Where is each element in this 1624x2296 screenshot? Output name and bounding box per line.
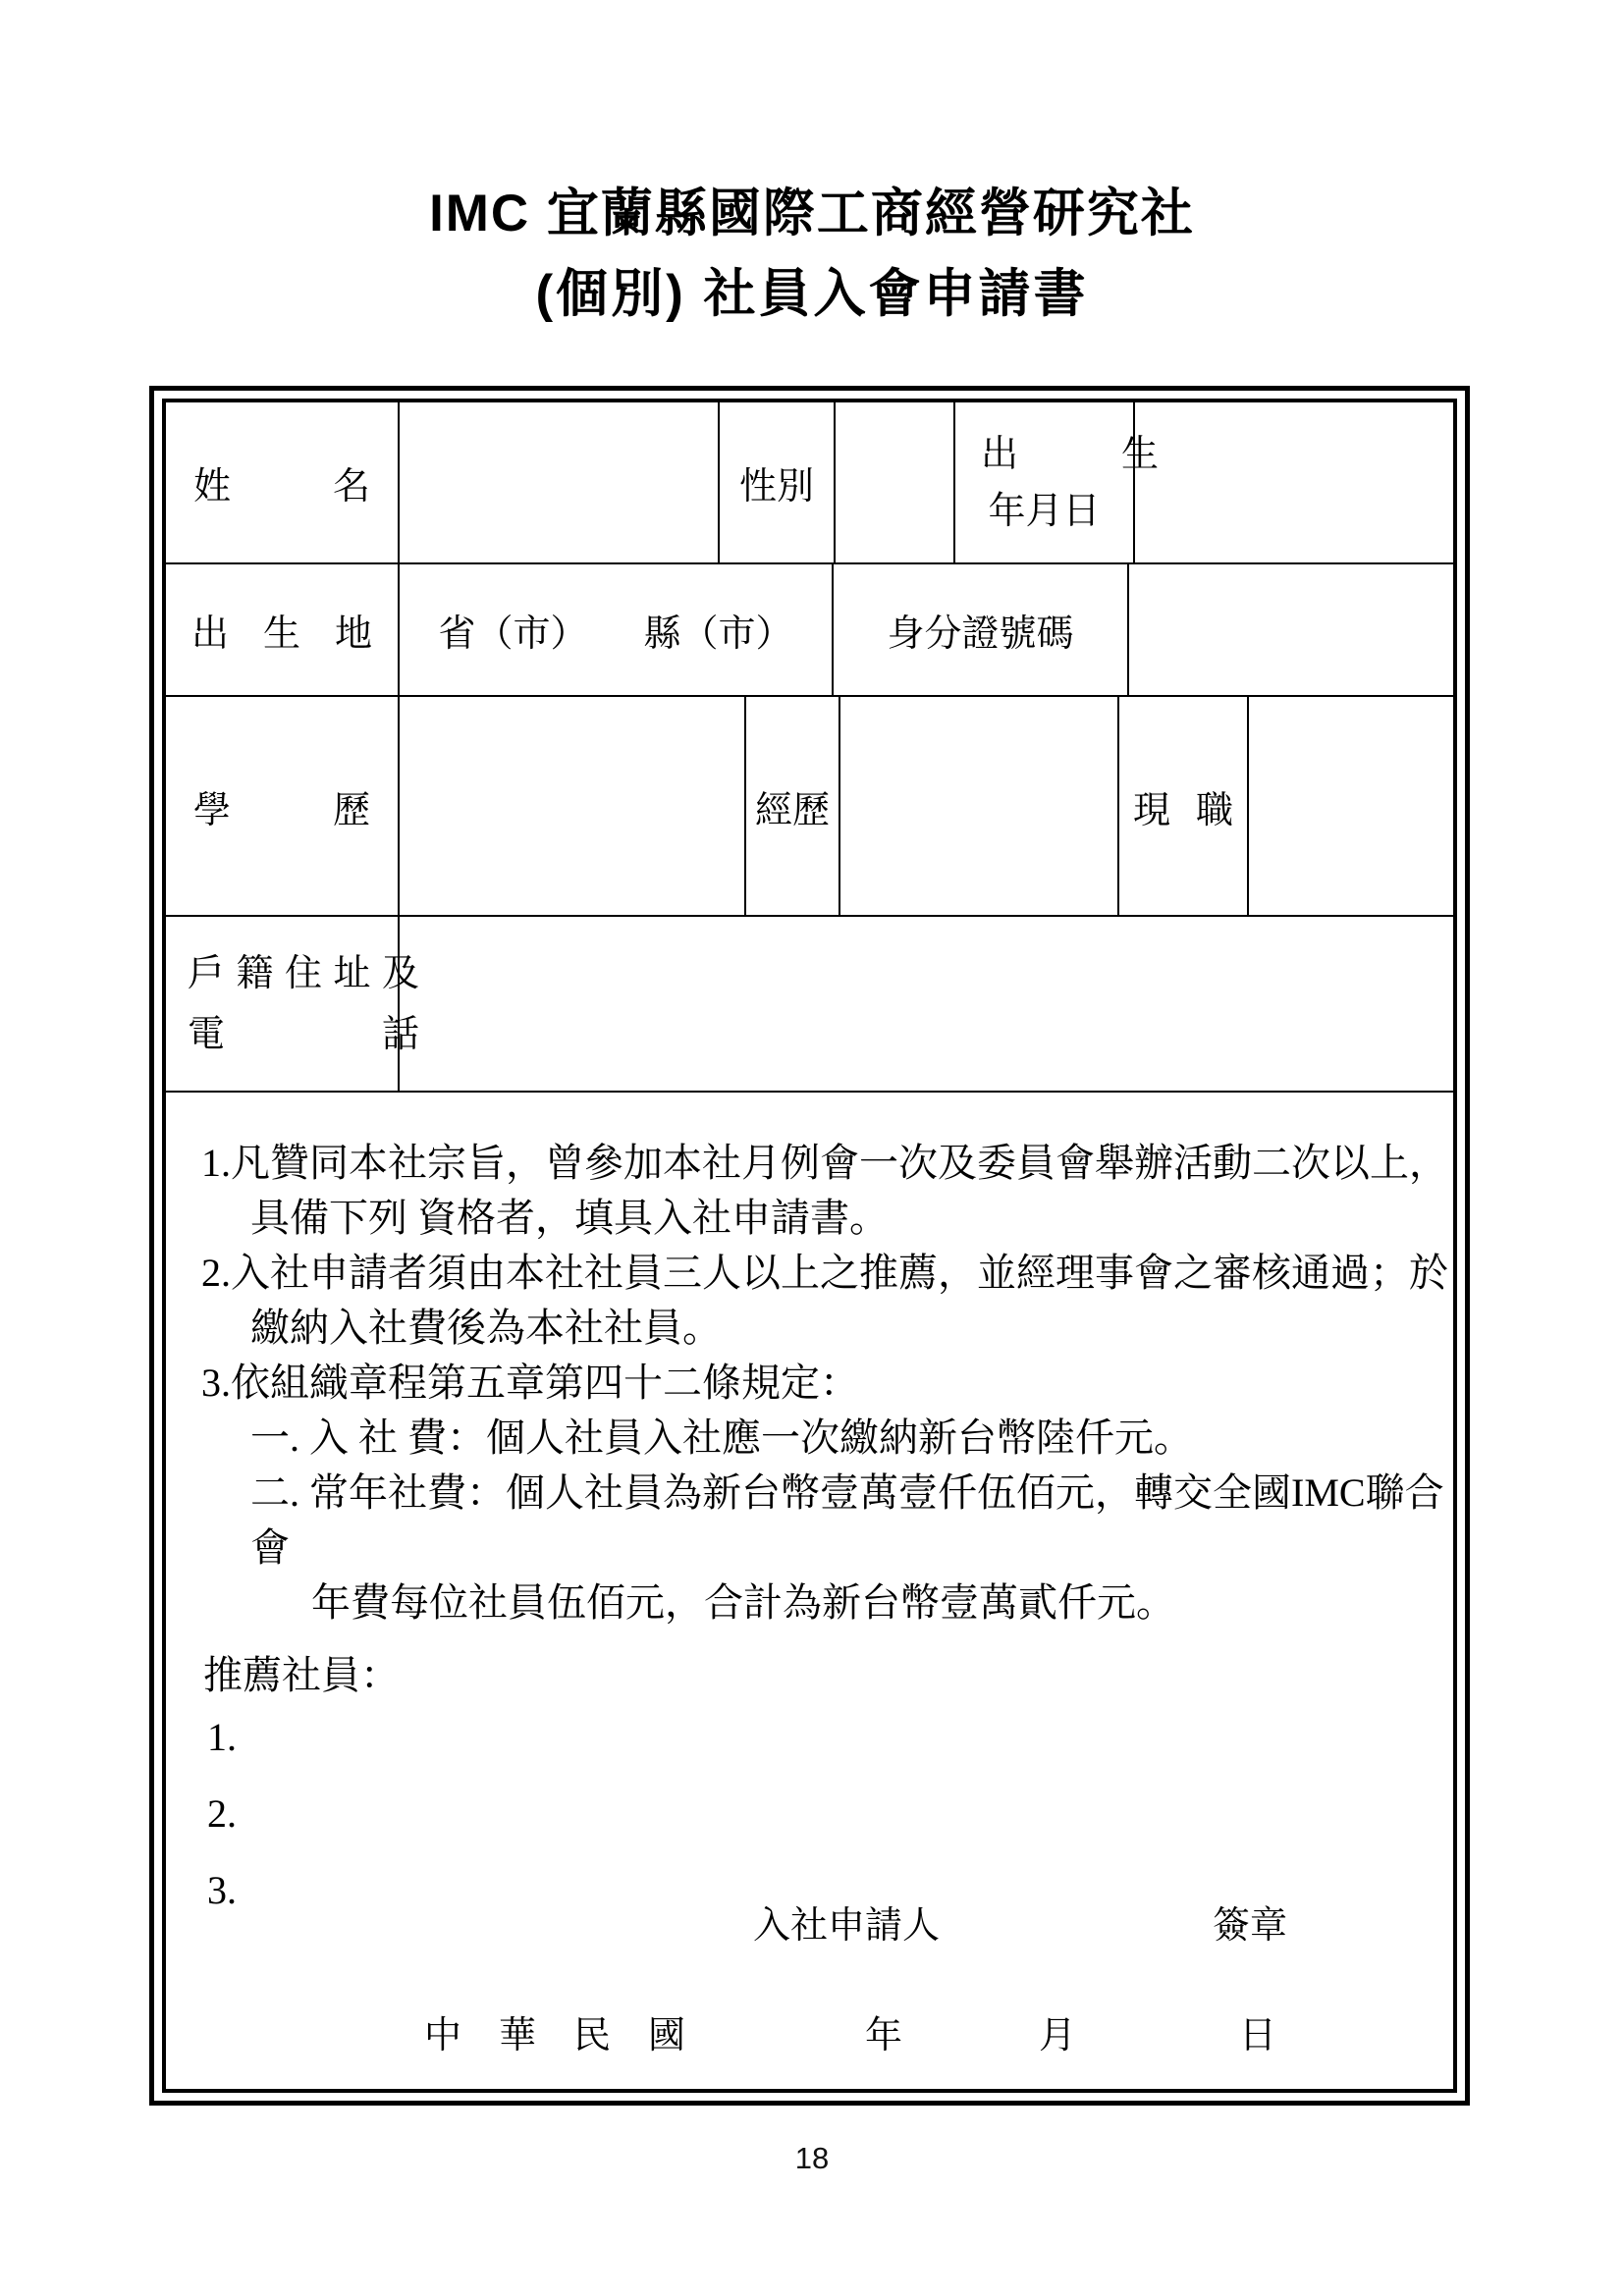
signature-line <box>166 1902 1453 1949</box>
era-label: 中 華 民 國 <box>424 2015 686 2056</box>
date-line <box>166 2012 1453 2059</box>
gender-label: 性別 <box>738 466 814 507</box>
page-title: IMC 宜蘭縣國際工商經營研究社 <box>429 185 1195 242</box>
application-form-table <box>162 399 1457 2093</box>
applicant-label: 入社申請人 <box>753 1905 941 1947</box>
rule-line: 二. 常年社費：個人社員為新台幣壹萬壹仟伍佰元，轉交全國IMC聯合會 <box>250 1470 1444 1570</box>
month-label: 月 <box>1039 2015 1077 2056</box>
rule-line: 繳納入社費後為本社社員。 <box>250 1306 722 1350</box>
address-label-line2: 電話 <box>188 1013 419 1055</box>
birthplace-label: 出生地 <box>191 614 372 655</box>
id-number-label-cell <box>834 564 1129 695</box>
birthplace-field[interactable] <box>400 564 834 695</box>
seal-label: 簽章 <box>1213 1905 1288 1947</box>
birthplace-label-cell <box>166 564 400 695</box>
education-label-cell <box>166 697 400 915</box>
birthdate-label-cell <box>955 402 1159 562</box>
address-label-line1: 戶籍住址及 <box>188 952 419 994</box>
birthdate-field[interactable] <box>1135 402 1453 562</box>
table-row-address <box>166 917 1453 1093</box>
day-label: 日 <box>1239 2015 1277 2056</box>
page-number: 18 <box>794 2141 830 2175</box>
gender-field[interactable] <box>836 402 955 562</box>
current-job-field[interactable] <box>1249 697 1453 915</box>
birthdate-label-line1: 出生 <box>981 433 1159 475</box>
rule-line: 年費每位社員伍佰元，合計為新台幣壹萬貳仟元。 <box>311 1580 1175 1625</box>
name-field[interactable] <box>400 402 720 562</box>
table-row-birthplace <box>166 564 1453 697</box>
name-label-cell <box>166 402 400 562</box>
gender-label-cell <box>720 402 836 562</box>
table-row-name <box>166 402 1453 564</box>
province-county-label: 省（市） 縣（市） <box>438 614 793 655</box>
recommender-line-3[interactable]: 3. <box>207 1868 237 1912</box>
page-subtitle: (個別) 社員入會申請書 <box>535 265 1089 323</box>
address-field[interactable] <box>400 917 1453 1091</box>
experience-field[interactable] <box>840 697 1119 915</box>
year-label: 年 <box>865 2015 903 2056</box>
rule-line: 2.入社申請者須由本社社員三人以上之推薦，並經理事會之審核通過；於 <box>201 1251 1448 1295</box>
current-job-label-cell <box>1119 697 1249 915</box>
id-number-label: 身分證號碼 <box>887 614 1074 655</box>
table-row-rules <box>166 1093 1453 2089</box>
current-job-label: 現職 <box>1133 789 1233 831</box>
address-label-cell <box>166 917 419 1091</box>
rule-line: 1.凡贊同本社宗旨，曾參加本社月例會一次及委員會舉辦活動二次以上， <box>201 1141 1448 1185</box>
recommenders-heading: 推薦社員： <box>203 1653 400 1697</box>
id-number-field[interactable] <box>1129 564 1453 695</box>
experience-label-cell <box>746 697 840 915</box>
rule-line: 3.依組織章程第五章第四十二條規定： <box>201 1361 859 1405</box>
membership-rules <box>166 1093 1453 1630</box>
form-outer-border <box>149 386 1470 2106</box>
name-label: 姓名 <box>193 466 370 507</box>
education-field[interactable] <box>400 697 746 915</box>
table-row-education <box>166 697 1453 917</box>
rule-line: 具備下列 資格者，填具入社申請書。 <box>250 1196 889 1240</box>
recommender-line-2[interactable]: 2. <box>207 1791 237 1836</box>
experience-label: 經歷 <box>754 789 830 831</box>
education-label: 學歷 <box>193 789 370 831</box>
rule-line: 一. 入 社 費：個人社員入社應一次繳納新台幣陸仟元。 <box>250 1415 1193 1460</box>
recommender-line-1[interactable]: 1. <box>207 1715 237 1759</box>
birthdate-label-line2: 年月日 <box>988 490 1101 532</box>
